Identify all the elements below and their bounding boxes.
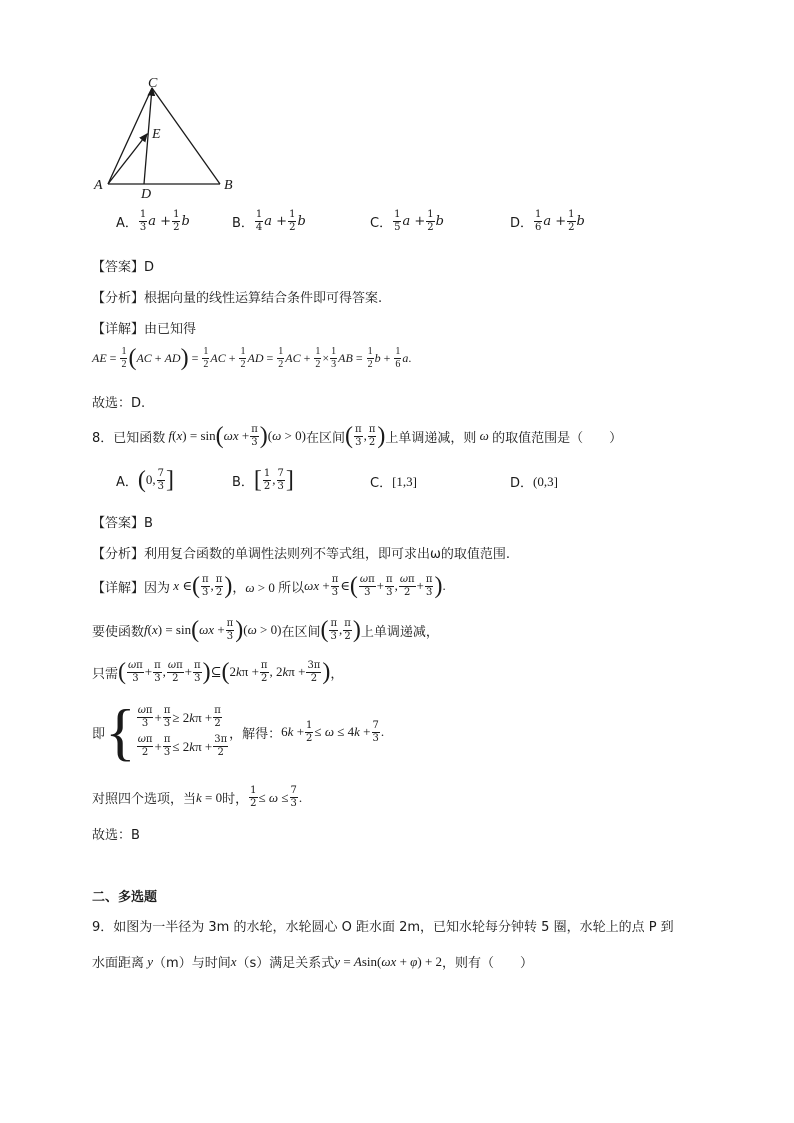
q8-choose: 故选：B — [92, 828, 140, 843]
q7-option-a: A． $\frac{1}{3}$ a + $\frac{1}{2}$ b — [116, 209, 190, 233]
q7-answer: 【答案】D — [92, 260, 155, 275]
q8-detail-line5: 对照四个选项，当 k = 0 时， $\frac{1}{2}$ ≤ ω ≤ $\frac{7}{3}$ . — [92, 785, 303, 809]
q7-option-c: C． $\frac{1}{5}$ a + $\frac{1}{2}$ b — [370, 209, 444, 233]
q8-detail-line4: 即 { $\frac{\omega\pi}{3}$ + $\frac{\pi}{3}$ ≥ 2kπ + $\frac{\pi}{2}$ $\frac{\omega\pi}{2}$ + $\frac{\pi}{3}$ ≤ 2kπ + $\frac{3\pi}{2}$ ，解得： 6k + $\frac{1}{2}$ ≤ ω ≤ 4k + $\frac{7}{3}$ . — [92, 696, 385, 767]
q8-option-a: A． ( 0, $\frac{7}{3}$ ] — [116, 467, 175, 493]
q7-equation: AE = $\frac{1}{2}$ ( AC + AD ) = $\frac{1}{2}$ AC + $\frac{1}{2}$ AD = $\frac{1}{2}$ AC + $\frac{1}{2}$ × $\frac{1}{3}$ AB = $\frac{1}{2}$ b + $\frac{1}{6}$ a . — [92, 345, 412, 371]
section-heading: 二、多选题 — [92, 890, 158, 905]
q8-option-d: D． (0,3] — [510, 473, 558, 491]
label-b: B — [224, 178, 233, 193]
side-cb — [152, 88, 220, 184]
q7-analysis: 【分析】根据向量的线性运算结合条件即可得答案. — [92, 291, 383, 306]
q8-option-b: B． [ $\frac{1}{2}$ , $\frac{7}{3}$ ] — [232, 467, 294, 493]
q8-detail-line2: 要使函数 f(x) = sin ( ωx + $\frac{\pi}{3}$ ) (ω > 0) 在区间 ( $\frac{\pi}{3}$ , $\frac{\pi}{2}$ ) 上单调递减， — [92, 617, 439, 643]
q7-option-b: B． $\frac{1}{4}$ a + $\frac{1}{2}$ b — [232, 209, 306, 233]
q8-option-c: C． [1,3] — [370, 473, 417, 491]
q8-answer: 【答案】B — [92, 516, 153, 531]
label-c: C — [148, 76, 158, 91]
label-e: E — [152, 127, 161, 142]
q8-stem: 8． 已知函数 f(x) = sin ( ωx + $\frac{\pi}{3}$ ) (ω > 0) 在区间 ( $\frac{\pi}{3}$ , $\frac{\pi}{2}$ ) 上单调递减，则 ω 的取值范围是（ ） — [92, 423, 623, 449]
label-d: D — [141, 187, 152, 202]
q9-line2: 水面距离 y （m）与时间 x （s）满足关系式 y = Asin(ωx + φ) + 2 ，则有（ ） — [92, 953, 534, 971]
q8-detail-line3: 只需 ( $\frac{\omega\pi}{3}$ + $\frac{\pi}{3}$ , $\frac{\omega\pi}{2}$ + $\frac{\pi}{3}$ ) ⊆ ( 2kπ + $\frac{\pi}{2}$ , 2kπ + $\frac{3\pi}{2}$ ) ， — [92, 659, 344, 685]
q8-detail-line1: 【详解】 因为 x ∈ ( $\frac{\pi}{3}$ , $\frac{\pi}{2}$ ) ，ω > 0 所以 ωx + $\frac{\pi}{3}$ ∈ ( $\frac{\omega\pi}{3}$ + $\frac{\pi}{3}$ , $\frac{\omega\pi}{2}$ + $\frac{\pi}{3}$ ) . — [92, 573, 446, 599]
label-a: A — [94, 178, 103, 193]
q8-analysis: 【分析】利用复合函数的单调性法则列不等式组，即可求出ω的取值范围. — [92, 547, 511, 562]
q7-detail: 【详解】由已知得 — [92, 322, 197, 337]
q9-line1: 9．如图为一半径为 3m 的水轮，水轮圆心 O 距水面 2m，已知水轮每分钟转 5 圈，水轮上的点 P 到 — [92, 920, 674, 935]
q7-choose: 故选：D. — [92, 396, 146, 411]
q7-option-d: D． $\frac{1}{6}$ a + $\frac{1}{2}$ b — [510, 209, 585, 233]
